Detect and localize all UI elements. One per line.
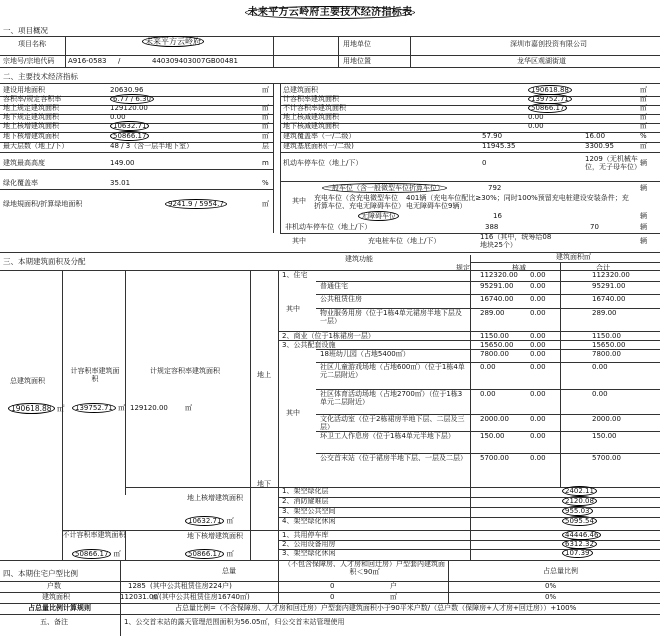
area-row-spec: 5700.00	[480, 454, 509, 462]
parking-accessible-value: 16	[493, 212, 502, 220]
plot-slash: /	[118, 57, 121, 65]
left-indicator-value: 10632.71	[110, 123, 149, 131]
parking-accessible-label: 无障碍车位	[358, 213, 399, 221]
left-indicator-value: 20630.96	[110, 86, 144, 94]
right-indicator-label: 地下核减建筑面积	[283, 122, 339, 130]
plot-code2: 440309403007GB00481	[152, 57, 238, 65]
nonfa-label: 不计容积率建筑面积	[62, 531, 126, 539]
area-row-spec: 0.00	[480, 390, 496, 398]
area-row-spec: 15650.00	[480, 341, 514, 349]
ratio-total-header: 总量	[222, 567, 236, 575]
project-name: 未来平方云岭府	[142, 38, 204, 47]
left-indicator-label: 容积率/规定容积率	[3, 95, 62, 103]
area-row-sum: 112320.00	[592, 271, 630, 279]
left-indicator-unit: ㎡	[262, 86, 269, 94]
right-indicator-unit: ㎡	[640, 113, 647, 121]
fa-spec-label: 计规定容积率建筑面积	[150, 367, 220, 375]
left-indicator-unit: ㎡	[262, 122, 269, 130]
above-inc-value: 10632.71 ㎡	[185, 518, 234, 526]
right-indicator-unit: ㎡	[640, 122, 647, 130]
land-unit-label: 用地单位	[343, 40, 371, 48]
right-indicator-value1: 11945.35	[482, 142, 516, 150]
right-indicator-value2: 16.00	[585, 132, 606, 140]
col-inc-header: 核减	[512, 264, 526, 272]
left-indicator-label: 绿化覆盖率	[3, 179, 38, 187]
right-indicator-value: 0.00	[528, 122, 544, 130]
area-row-inc: 0.00	[530, 454, 546, 462]
section-ratio-heading: 四、本期住宅户型比例	[3, 569, 78, 578]
total-area-label: 总建筑面积	[10, 377, 45, 385]
right-indicator-unit: ㎡	[640, 86, 647, 94]
area-row-name: 2、商业（位于1栋裙房一层）	[282, 332, 375, 340]
left-indicator-label: 建设用地面积	[3, 86, 45, 94]
area-row-inc: 0.00	[530, 309, 546, 317]
parking-general-label: 一般车位（含一般微型车位折算车位）	[322, 185, 447, 193]
left-indicator-label: 最大层数（地上/下）	[3, 142, 69, 150]
above-ground-label: 地上	[257, 371, 271, 379]
section-note-heading: 五、备注	[40, 618, 68, 626]
parking-unit-1: 辆	[640, 184, 647, 192]
parking-unit-2: 辆	[640, 212, 647, 220]
above-inc-row-name: 2、消防避难层	[282, 497, 329, 505]
area-row-sum: 7800.00	[592, 350, 621, 358]
area-row-inc: 0.00	[530, 295, 546, 303]
left-indicator-label: 地上核增建筑面积	[3, 122, 59, 130]
left-indicator-value: 0.00	[110, 113, 126, 121]
ratio-area-note: ㎡(其中公共租赁住房16740㎡)	[152, 593, 250, 601]
area-row-name: 公交首末站（位于裙房半地下层、一层及二层）	[320, 454, 467, 462]
ratio-area-mid: 0	[330, 593, 335, 601]
ratio-area-pct: 0%	[545, 593, 557, 601]
left-indicator-unit: ㎡	[262, 132, 269, 140]
area-row-spec: 289.00	[480, 309, 505, 317]
area-row-name: 环卫工人作息房（位于1栋4单元半地下层）	[320, 432, 455, 440]
section-overview-heading: 一、项目概况	[3, 26, 48, 35]
qizhong-residential: 其中	[286, 305, 300, 313]
left-indicator-unit: 层	[262, 142, 269, 150]
hushu-mid: 0	[330, 582, 335, 590]
area-row-name: 3、公共配套设施	[282, 341, 336, 349]
hushu-pct: 0%	[545, 582, 557, 590]
total-area-value: 190618.88 ㎡	[8, 405, 64, 413]
area-row-inc: 0.00	[530, 415, 546, 423]
area-row-inc: 0.00	[530, 363, 546, 371]
below-inc-row-value: 44446.46	[562, 532, 601, 540]
func-header: 建筑功能	[345, 255, 373, 263]
left-indicator-value: 50866.17	[110, 133, 149, 141]
left-indicator-value: 149.00	[110, 159, 135, 167]
fa-spec-value: 129120.00	[130, 404, 168, 412]
below-inc-row-value: 107.39	[562, 550, 593, 558]
below-inc-label: 地下核增建筑面积	[187, 532, 243, 540]
hushu-unit: 户	[390, 582, 397, 590]
area-row-sum: 0.00	[592, 363, 608, 371]
area-row-name: 文化活动室（位于2栋裙房半地下层、二层及三层）	[320, 415, 465, 431]
hushu-note: (其中公共租赁住房224户)	[150, 582, 232, 590]
right-indicator-value: 50866.17	[528, 105, 567, 113]
area-row-name: 普通住宅	[320, 282, 348, 290]
nonfa-value: 50866.17 ㎡	[72, 551, 121, 559]
non-motor-v1: 388	[485, 223, 499, 231]
above-inc-row-value: 5095.54	[562, 518, 597, 526]
area-row-name: 公共租赁住房	[320, 295, 362, 303]
area-row-spec: 95291.00	[480, 282, 514, 290]
area-row-spec: 150.00	[480, 432, 505, 440]
right-indicator-unit: ㎡	[640, 95, 647, 103]
right-indicator-label: 计容积率建筑面积	[283, 95, 339, 103]
area-row-spec: 2000.00	[480, 415, 509, 423]
area-row-spec: 7800.00	[480, 350, 509, 358]
col-sum-header: 合计	[596, 264, 610, 272]
area-row-sum: 2000.00	[592, 415, 621, 423]
above-inc-row-name: 4、架空绿化休闲	[282, 517, 336, 525]
below-inc-row-name: 3、架空绿化休闲	[282, 549, 336, 557]
left-indicator-unit: m	[262, 159, 269, 167]
right-indicator-unit: %	[640, 132, 647, 140]
area-row-sum: 1150.00	[592, 332, 621, 340]
non-motor-v2: 70	[590, 223, 599, 231]
project-name-label: 项目名称	[18, 40, 46, 48]
left-indicator-unit: %	[262, 179, 269, 187]
right-indicator-unit: 辆	[640, 159, 647, 167]
area-row-inc: 0.00	[530, 350, 546, 358]
right-indicator-label: 地上核减建筑面积	[283, 113, 339, 121]
rule-label: 占总量比例计算规则	[28, 604, 91, 612]
parking-qizhong: 其中	[292, 197, 306, 205]
area-row-sum: 289.00	[592, 309, 617, 317]
charge-pile-label: 充电桩车位（地上/下）	[368, 237, 441, 245]
right-indicator-unit: ㎡	[640, 104, 647, 112]
hushu-label: 户数	[47, 582, 61, 590]
right-indicator-value1: 0	[482, 159, 487, 167]
note-text: 1、公交首末站的露天管理范围面积为56.05㎡，归公交首末站管理使用	[124, 618, 345, 626]
non-motor-unit: 辆	[640, 223, 647, 231]
non-motor-label: 非机动车停车位（地上/下）	[285, 223, 372, 231]
parking-charge-value: 401辆（充电车位配比≥30%；同时100%预留充电桩建设安装条件；充电无障碍车位9辆）	[406, 194, 629, 210]
section-indicators-heading: 二、主要技术经济指标	[3, 72, 78, 81]
area-row-spec: 1150.00	[480, 332, 509, 340]
left-indicator-label: 地上规定建筑面积	[3, 104, 59, 112]
above-inc-row-value: 2402.11	[562, 488, 597, 496]
hushu-value: 1285	[128, 582, 146, 590]
area-row-name: 社区体育活动场地（占地2700㎡）（位于1栋3单元二层附近）	[320, 390, 463, 406]
above-inc-label: 地上核增建筑面积	[187, 494, 243, 502]
left-indicator-value: 9241.9 / 5954.7	[165, 201, 227, 209]
area-row-inc: 0.00	[530, 390, 546, 398]
area-row-spec: 16740.00	[480, 295, 514, 303]
below-inc-value: 50866.17 ㎡	[185, 551, 234, 559]
area-row-sum: 16740.00	[592, 295, 626, 303]
area-row-sum: 95291.00	[592, 282, 626, 290]
charge-qizhong: 其中	[292, 237, 306, 245]
parking-general-value: 792	[488, 184, 502, 192]
left-indicator-label: 地下规定建筑面积	[3, 113, 59, 121]
area-header: 建筑面积㎡	[556, 253, 591, 261]
right-indicator-label: 建筑基底面积(一/二级)	[283, 142, 354, 150]
ratio-area-unit: ㎡	[390, 593, 397, 601]
above-inc-row-value: 955.03	[562, 508, 593, 516]
left-indicator-value: 35.01	[110, 179, 131, 187]
right-indicator-label: 机动车停车位（地上/下）	[283, 159, 363, 167]
area-row-spec: 112320.00	[480, 271, 518, 279]
above-inc-row-name: 1、架空绿化层	[282, 487, 329, 495]
area-row-inc: 0.00	[530, 282, 546, 290]
left-indicator-value: 129120.00	[110, 104, 148, 112]
col-spec-header: 规定	[456, 264, 470, 272]
below-inc-row-name: 1、共用停车库	[282, 531, 329, 539]
location-label: 用地位置	[343, 57, 371, 65]
right-indicator-value: 139752.71	[528, 96, 572, 104]
area-row-name: 1、住宅	[282, 271, 308, 279]
ratio-mid-header: （不包含保障房、人才房和回迁房）户型套内建筑面积＜90㎡	[284, 560, 445, 576]
rule-text: 占总量比例=（不含保障房、人才房和回迁房）户型套内建筑面积小于90平米户数/（总户数（保障房+人才房+回迁房））+100%	[175, 604, 577, 612]
below-inc-row-value: 6312.32	[562, 541, 597, 549]
land-unit-value: 深圳市嘉创投资有限公司	[510, 40, 587, 48]
right-indicator-unit: ㎡	[640, 142, 647, 150]
area-row-inc: 0.00	[530, 341, 546, 349]
right-indicator-value1: 57.90	[482, 132, 503, 140]
ratio-area-value: 112031.00	[120, 593, 158, 601]
location-value: 龙华区观湖街道	[517, 57, 566, 65]
area-row-sum: 150.00	[592, 432, 617, 440]
right-indicator-label: 建筑覆盖率（一/二级）	[283, 132, 356, 140]
qizhong-facilities: 其中	[286, 409, 300, 417]
left-indicator-label: 地下核增建筑面积	[3, 132, 59, 140]
above-inc-row-name: 3、架空公共空间	[282, 507, 336, 515]
area-row-inc: 0.00	[530, 271, 546, 279]
charge-pile-value: 116（其中，统筹给08地块25个）	[480, 233, 552, 249]
area-row-name: 物业服务用房（位于1栋4单元裙房半地下层及一层）	[320, 309, 462, 325]
ratio-area-label: 建筑面积	[42, 593, 70, 601]
left-indicator-value: 48 / 3（含一层半地下室）	[110, 142, 194, 150]
area-row-sum: 15650.00	[592, 341, 626, 349]
left-indicator-label: 建筑最高高度	[3, 159, 45, 167]
right-indicator-value2: 1209（无机械车位，无子母车位）	[585, 155, 641, 171]
left-indicator-unit: ㎡	[262, 200, 269, 208]
fa-area-label: 计容积率建筑面积	[70, 367, 120, 383]
ratio-pct-header: 占总量比例	[543, 567, 578, 575]
area-row-sum: 0.00	[592, 390, 608, 398]
charge-pile-unit: 辆	[640, 237, 647, 245]
fa-spec-unit: ㎡	[185, 404, 192, 412]
right-indicator-value2: 3300.95	[585, 142, 614, 150]
area-row-spec: 0.00	[480, 363, 496, 371]
below-ground-label: 地下	[257, 480, 271, 488]
plot-label: 宗地号/宗地代码	[3, 57, 55, 65]
area-row-name: 社区儿童游戏场地（占地600㎡）（位于1栋4单元二层附近）	[320, 363, 465, 379]
right-indicator-label: 不计容积率建筑面积	[283, 104, 346, 112]
area-row-inc: 0.00	[530, 332, 546, 340]
left-indicator-unit: ㎡	[262, 113, 269, 121]
left-indicator-value: 6.77 / 6.30	[110, 96, 154, 104]
right-indicator-value: 0.00	[528, 113, 544, 121]
section-area-heading: 三、本期建筑面积及分配	[3, 257, 86, 266]
area-row-inc: 0.00	[530, 432, 546, 440]
page-title: 未来平方云岭府主要技术经济指标表	[0, 3, 660, 18]
plot-code: A916-0583	[68, 57, 107, 65]
area-row-name: 18班幼儿园（占地5400㎡）	[320, 350, 410, 358]
parking-charge-label: 充电车位（含充电微型车位折算车位、充电无障碍车位）	[314, 194, 405, 210]
below-inc-row-name: 2、公用设备用房	[282, 540, 336, 548]
fa-area-value: 139752.71 ㎡	[72, 405, 125, 413]
right-indicator-value: 190618.88	[528, 87, 572, 95]
above-inc-row-value: 2120.08	[562, 498, 597, 506]
area-row-sum: 5700.00	[592, 454, 621, 462]
left-indicator-label: 绿地規面积/折算绿地面积	[3, 200, 83, 208]
left-indicator-unit: ㎡	[262, 104, 269, 112]
right-indicator-label: 总建筑面积	[283, 86, 318, 94]
